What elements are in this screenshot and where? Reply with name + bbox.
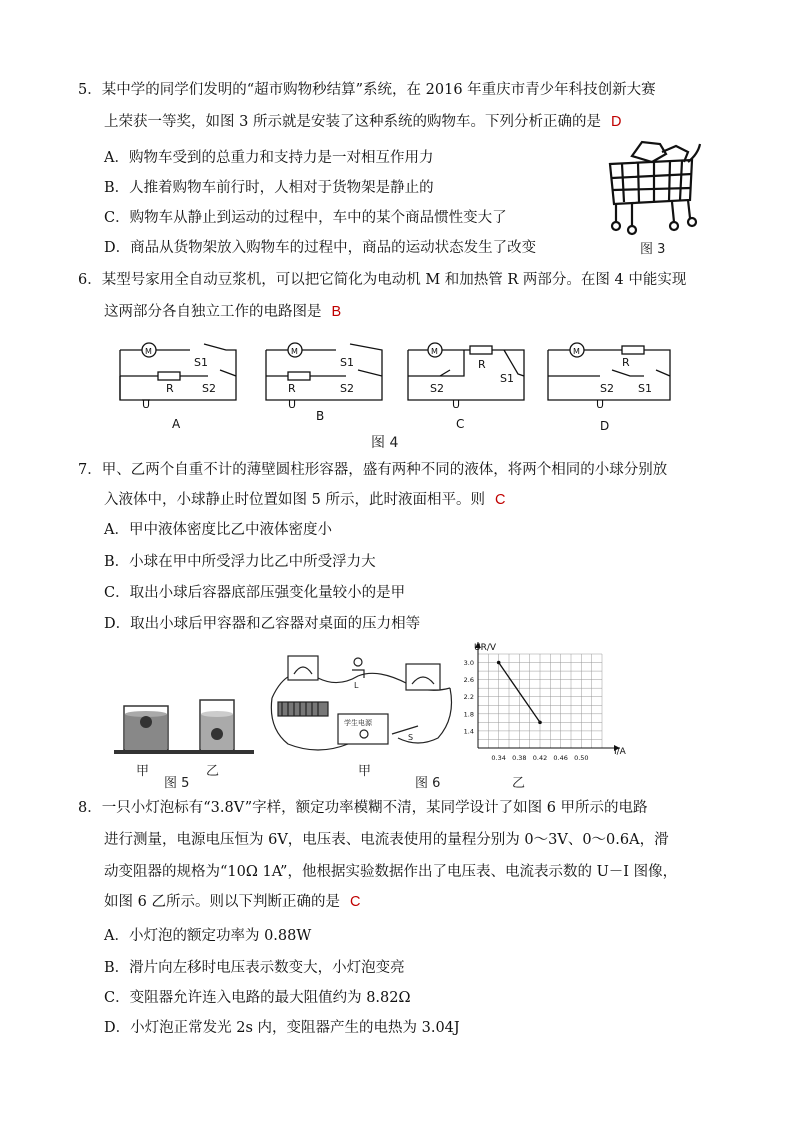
q7-option-c: C．取出小球后容器底部压强变化量较小的是甲 bbox=[104, 585, 406, 601]
q8-line4-text: 如图 6 乙所示。则以下判断正确的是 bbox=[104, 894, 340, 910]
q6-line2-text: 这两部分各自独立工作的电路图是 bbox=[104, 304, 322, 320]
switch-s1-label-a: S1 bbox=[194, 356, 208, 369]
q7-line2-text: 入液体中，小球静止时位置如图 5 所示，此时液面相平。则 bbox=[104, 492, 485, 508]
x-tick-label: 0.38 bbox=[512, 754, 527, 762]
circuit-label-a: A bbox=[172, 417, 181, 431]
resistor-label-c: R bbox=[478, 358, 486, 371]
switch-label: S bbox=[408, 733, 414, 742]
circuit-diagrams-figure4 bbox=[112, 336, 692, 446]
y-tick-label: 2.6 bbox=[463, 676, 474, 685]
q8-line2: 进行测量，电源电压恒为 6V，电压表、电流表使用的量程分别为 0～3V、0～0.6A，滑 bbox=[104, 832, 669, 848]
motor-label-b: M bbox=[291, 347, 298, 356]
switch-s1-label-c: S1 bbox=[500, 372, 514, 385]
resistor-label-a: R bbox=[166, 382, 174, 395]
q7-line1: 7．甲、乙两个自重不计的薄壁圆柱形容器，盛有两种不同的液体，将两个相同的小球分别放 bbox=[78, 462, 668, 478]
switch-s2-label-b: S2 bbox=[340, 382, 354, 395]
figure5-caption: 图 5 bbox=[164, 776, 190, 791]
resistor-label-b: R bbox=[288, 382, 296, 395]
x-tick-label: 0.50 bbox=[574, 754, 589, 762]
q6-line1: 6．某型号家用全自动豆浆机，可以把它简化为电动机 M 和加热管 R 两部分。在图 4 中能实现 bbox=[78, 272, 687, 288]
y-tick-label: 1.4 bbox=[463, 727, 474, 736]
q5-line1: 5．某中学的同学们发明的“超市购物秒结算”系统，在 2016 年重庆市青少年科技创新大赛 bbox=[78, 82, 656, 98]
q8-answer: C bbox=[349, 894, 361, 910]
q8-option-d: D．小灯泡正常发光 2s 内，变阻器产生的电热为 3.04J bbox=[104, 1020, 460, 1036]
q5-answer: D bbox=[610, 114, 622, 130]
data-point bbox=[538, 721, 542, 725]
fig5-label-right: 乙 bbox=[206, 764, 220, 779]
q7-option-b: B．小球在甲中所受浮力比乙中所受浮力大 bbox=[104, 554, 376, 570]
circuit-label-d: D bbox=[600, 419, 610, 433]
q5-option-c: C．购物车从静止到运动的过程中，车中的某个商品惯性变大了 bbox=[104, 210, 507, 226]
q5-option-a: A．购物车受到的总重力和支持力是一对相互作用力 bbox=[104, 150, 434, 166]
fig6-label-right: 乙 bbox=[512, 776, 526, 791]
q7-option-d: D．取出小球后甲容器和乙容器对桌面的压力相等 bbox=[104, 616, 421, 632]
q7-line2 bbox=[104, 490, 505, 510]
switch-s2-label-a: S2 bbox=[202, 382, 216, 395]
y-tick-label: 3.0 bbox=[463, 659, 474, 668]
containers-figure5 bbox=[114, 690, 254, 760]
x-tick-label: 0.46 bbox=[553, 754, 568, 762]
q6-answer: B bbox=[331, 304, 342, 320]
source-label-b: U bbox=[288, 398, 297, 411]
q8-option-a: A．小灯泡的额定功率为 0.88W bbox=[104, 928, 312, 944]
q5-option-b: B．人推着购物车前行时，人相对于货物架是静止的 bbox=[104, 180, 434, 196]
motor-label-d: M bbox=[573, 347, 580, 356]
chart-x-tick-labels bbox=[491, 754, 588, 762]
q5-option-d: D．商品从货物架放入购物车的过程中，商品的运动状态发生了改变 bbox=[104, 240, 537, 256]
q8-option-c: C．变阻器允许连入电路的最大阻值约为 8.82Ω bbox=[104, 990, 411, 1006]
q5-line2 bbox=[104, 112, 621, 132]
q8-line4 bbox=[104, 892, 360, 912]
circuit-a bbox=[120, 344, 236, 400]
switch-s2-label-c: S2 bbox=[430, 382, 444, 395]
ui-graph-chart bbox=[452, 636, 632, 776]
y-tick-label: 2.2 bbox=[463, 693, 474, 702]
source-label-a: U bbox=[142, 398, 151, 411]
fig6-label-left: 甲 bbox=[358, 764, 372, 779]
switch-s1-label-d: S1 bbox=[638, 382, 652, 395]
power-supply-label: 学生电源 bbox=[344, 719, 372, 727]
circuit-b bbox=[266, 344, 382, 400]
q7-answer: C bbox=[494, 492, 506, 508]
q8-line1: 8．一只小灯泡标有“3.8V”字样，额定功率模糊不清，某同学设计了如图 6 甲所示的电路 bbox=[78, 800, 648, 816]
lamp-label: L bbox=[354, 681, 359, 690]
chart-grid bbox=[478, 654, 602, 748]
figure6-caption: 图 6 bbox=[415, 776, 441, 791]
x-tick-label: 0.34 bbox=[491, 754, 506, 762]
circuit-label-b: B bbox=[316, 409, 325, 423]
data-point bbox=[497, 661, 501, 665]
switch-s1-label-b: S1 bbox=[340, 356, 354, 369]
shopping-cart-figure bbox=[602, 134, 702, 236]
x-tick-label: 0.42 bbox=[532, 754, 548, 762]
source-label-d: U bbox=[596, 398, 605, 411]
figure4-caption: 图 4 bbox=[371, 435, 399, 451]
motor-label-a: M bbox=[145, 347, 152, 356]
q5-line2-text: 上荣获一等奖，如图 3 所示就是安装了这种系统的购物车。下列分析正确的是 bbox=[104, 114, 601, 130]
q7-option-a: A．甲中液体密度比乙中液体密度小 bbox=[104, 522, 332, 538]
chart-y-tick-labels bbox=[464, 659, 474, 735]
chart-x-axis-label: I/A bbox=[614, 747, 626, 757]
motor-label-c: M bbox=[431, 347, 438, 356]
q6-line2 bbox=[104, 302, 341, 322]
experiment-setup-figure6 bbox=[268, 648, 458, 758]
source-label-c: U bbox=[452, 398, 461, 411]
chart-y-axis-label: UR/V bbox=[474, 643, 497, 653]
figure3-caption: 图 3 bbox=[640, 242, 666, 257]
q8-line3: 动变阻器的规格为“10Ω 1A”，他根据实验数据作出了电压表、电流表示数的 U－I 图像， bbox=[104, 864, 678, 880]
q8-option-b: B．滑片向左移时电压表示数变大，小灯泡变亮 bbox=[104, 960, 405, 976]
circuit-label-c: C bbox=[456, 417, 465, 431]
fig5-label-left: 甲 bbox=[136, 764, 150, 779]
y-tick-label: 1.8 bbox=[463, 710, 474, 719]
switch-s2-label-d: S2 bbox=[600, 382, 614, 395]
resistor-label-d: R bbox=[622, 356, 630, 369]
